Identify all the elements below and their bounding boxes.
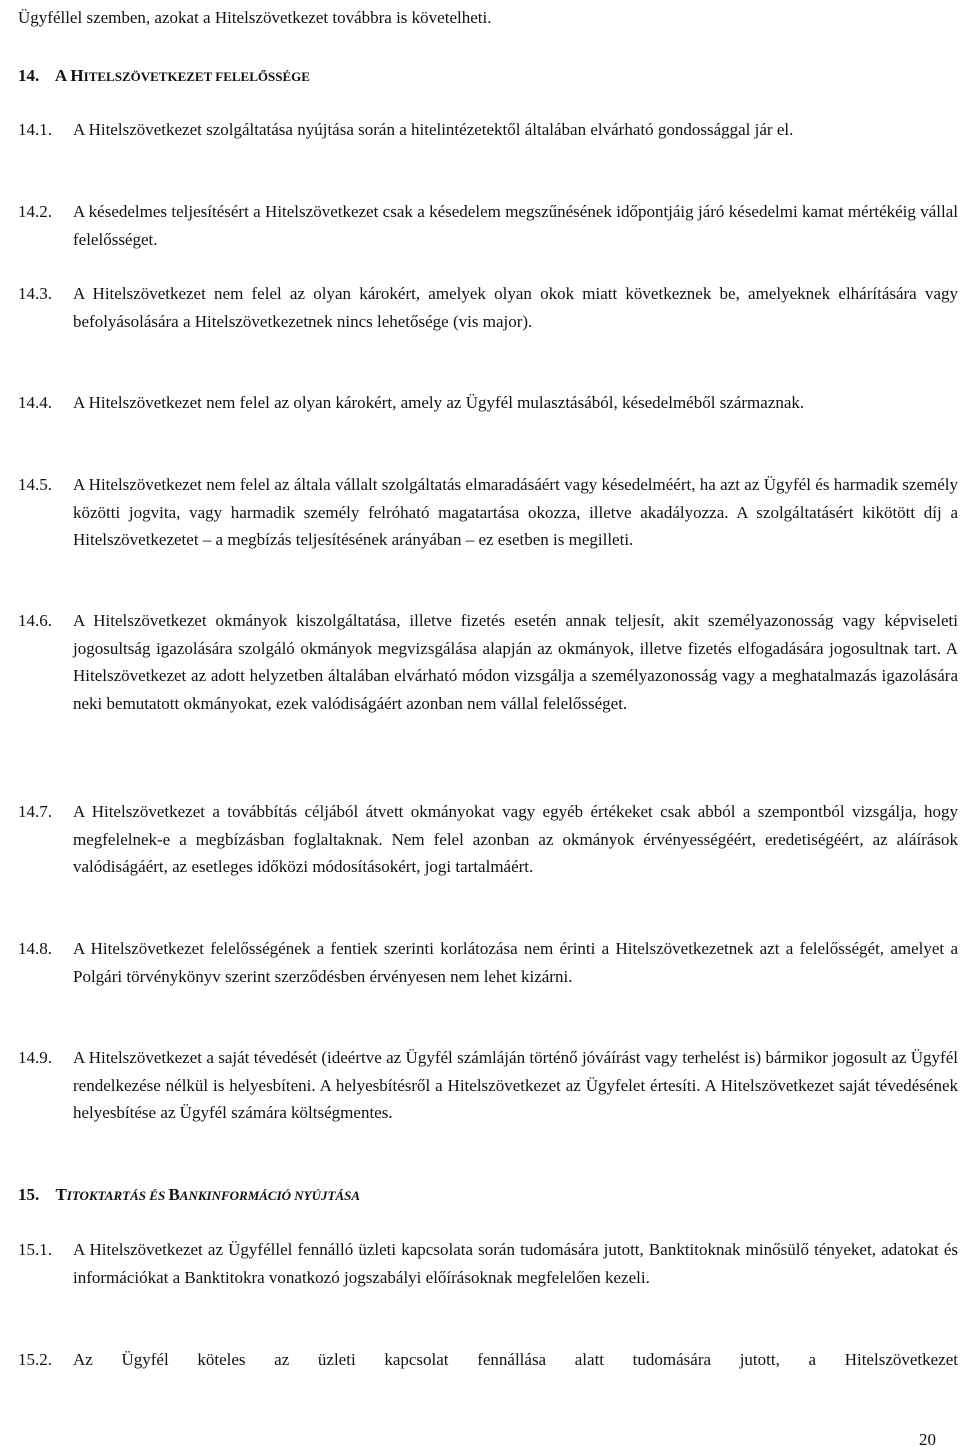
paragraph-number: 14.8.: [18, 939, 52, 958]
page-number: 20: [919, 1430, 936, 1449]
paragraph-text: A Hitelszövetkezet nem felel az olyan károkért, amely az Ügyfél mulasztásából, késedelméből származnak.: [73, 393, 805, 412]
paragraph-number: 14.6.: [18, 611, 52, 630]
paragraph-text: Az Ügyfél köteles az üzleti kapcsolat fennállása alatt tudomására jutott, a Hitelszövetkezet: [73, 1350, 958, 1369]
top-line: Ügyféllel szemben, azokat a Hitelszövetkezet továbbra is követelheti.: [18, 8, 492, 27]
section-14-number: 14.: [18, 66, 40, 85]
section-14-title-rest: ITELSZÖVETKEZET FELELŐSSÉGE: [83, 69, 310, 84]
paragraph-14-6: [18, 607, 958, 717]
section-15-title-part1: ITOKTARTÁS ÉS: [66, 1188, 169, 1203]
paragraph-14-3: [18, 280, 958, 335]
paragraph-text: A Hitelszövetkezet szolgáltatása nyújtása során a hitelintézetektől általában elvárható gondossággal jár el.: [73, 120, 794, 139]
paragraph-14-7: [18, 798, 958, 881]
paragraph-15-1: [18, 1236, 958, 1291]
paragraph-number: 14.1.: [18, 120, 52, 139]
section-15-title-part2: ANKINFORMÁCIÓ NYÚJTÁSA: [179, 1188, 361, 1203]
paragraph-text: A késedelmes teljesítésért a Hitelszövetkezet csak a késedelem megszűnésének időpontjáig járó késedelmi kamat mértékéig vállal felelősséget.: [73, 202, 958, 249]
section-15-heading: [18, 1181, 360, 1210]
section-15-title-t: T: [55, 1185, 67, 1204]
paragraph-text: A Hitelszövetkezet az Ügyféllel fennálló üzleti kapcsolata során tudomására jutott, Banktitoknak minősülő tényeket, adatokat és információkat a Banktitokra vonatkozó jogszabályi előírásoknak megfelelően kezeli.: [73, 1240, 958, 1287]
section-14-heading: [18, 62, 310, 91]
section-15-title-b: B: [168, 1185, 180, 1204]
paragraph-text: A Hitelszövetkezet nem felel az általa vállalt szolgáltatás elmaradásáért vagy késedelméért, ha azt az Ügyfél és harmadik személy közötti jogvita, vagy harmadik személy felróható magatartása okozza, illetve akadályozza. A szolgáltatásért kikötött díj a Hitelszövetkezetet – a megbízás teljesítésének arányában – ez esetben is megilleti.: [73, 475, 958, 549]
paragraph-number: 14.5.: [18, 475, 52, 494]
paragraph-number: 14.3.: [18, 284, 52, 303]
paragraph-14-5: [18, 471, 958, 554]
section-14-title-a: A: [54, 66, 71, 85]
paragraph-14-8: [18, 935, 958, 990]
paragraph-number: 14.7.: [18, 802, 52, 821]
paragraph-number: 14.2.: [18, 202, 52, 221]
paragraph-text: A Hitelszövetkezet a továbbítás céljából átvett okmányokat vagy egyéb értékeket csak abból a szempontból vizsgálja, hogy megfelelnek-e a megbízásban foglaltaknak. Nem felel azonban az okmányok érvényességéért, eredetiségéért, az aláírások valódiságáért, az esetleges időközi módosításokért, jogi tartalmáért.: [73, 802, 958, 876]
paragraph-text: A Hitelszövetkezet felelősségének a fentiek szerinti korlátozása nem érinti a Hitelszövetkezetnek azt a felelősségét, amelyet a Polgári törvénykönyv szerint szerződésben érvényesen nem lehet kizárni.: [73, 939, 958, 986]
paragraph-14-1: [18, 116, 958, 144]
paragraph-number: 14.4.: [18, 393, 52, 412]
section-14-title-h: H: [70, 66, 84, 85]
paragraph-number: 14.9.: [18, 1048, 52, 1067]
paragraph-number: 15.1.: [18, 1240, 52, 1259]
paragraph-15-2: [18, 1346, 958, 1374]
paragraph-text: A Hitelszövetkezet nem felel az olyan károkért, amelyek olyan okok miatt következnek be, amelyeknek elhárítására vagy befolyásolására a Hitelszövetkezetnek nincs lehetősége (vis major).: [73, 284, 958, 331]
paragraph-number: 15.2.: [18, 1350, 52, 1369]
paragraph-14-4: [18, 389, 958, 417]
paragraph-text: A Hitelszövetkezet okmányok kiszolgáltatása, illetve fizetés esetén annak teljesít, akit személyazonosság vagy képviseleti jogosultság igazolására szolgáló okmányok megvizsgálása alapján az okmányok, illetve fizetés elfogadására jogosultnak tart. A Hitelszövetkezet az adott helyzetben általában elvárható módon vizsgálja a személyazonosság vagy a meghatalmazás igazolására neki bemutatott okmányokat, ezek valódiságáért azonban nem vállal felelősséget.: [73, 611, 958, 713]
section-15-number: 15.: [18, 1185, 40, 1204]
paragraph-14-2: [18, 198, 958, 253]
paragraph-text: A Hitelszövetkezet a saját tévedését (ideértve az Ügyfél számláján történő jóváírást vagy terhelést is) bármikor jogosult az Ügyfél rendelkezése nélkül is helyesbíteni. A helyesbítésről a Hitelszövetkezet az Ügyfelet értesíti. A Hitelszövetkezet saját tévedésének helyesbítése az Ügyfél számára költségmentes.: [73, 1048, 958, 1122]
paragraph-14-9: [18, 1044, 958, 1127]
